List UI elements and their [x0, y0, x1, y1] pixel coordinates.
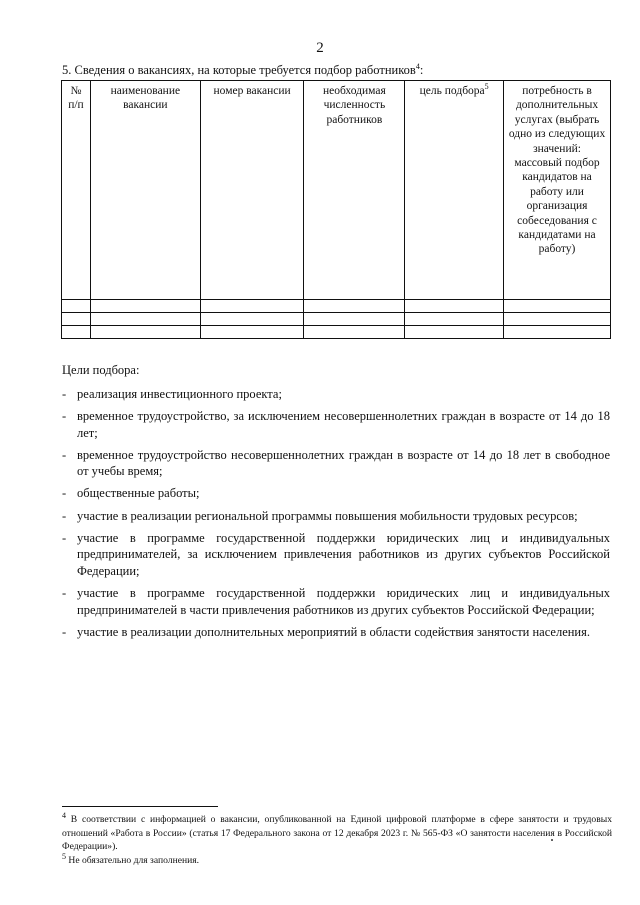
- section-title-text: 5. Сведения о вакансиях, на которые требуется подбор работников: [62, 63, 416, 77]
- list-item-text: временное трудоустройство, за исключением несовершеннолетних граждан в возрасте от 14 до 18 лет;: [77, 409, 610, 440]
- goals-list: [62, 386, 610, 646]
- footnote-4: [62, 810, 612, 854]
- col-header-required-count: необходимая численность работников: [304, 81, 405, 300]
- table-header-row: [62, 81, 611, 300]
- list-bullet: -: [62, 624, 67, 639]
- footnote-text: В соответствии с информацией о вакансии, опубликованной на Единой цифровой платформе в сфере занятости и трудовых отношений «Работа в России» (статья 17 Федерального закона от 12 декабря 2023 г. № 565-ФЗ «О занятости населения в Российской Федерации»).: [62, 814, 612, 852]
- footnote-text: Не обязательно для заполнения.: [66, 854, 200, 866]
- col-header-vacancy-number: номер вакансии: [200, 81, 304, 300]
- footnote-5: [62, 851, 612, 868]
- col-header-number: № п/п: [62, 81, 91, 300]
- scan-speck: [551, 839, 553, 841]
- goals-heading: Цели подбора:: [62, 363, 140, 377]
- vacancies-table: [61, 80, 611, 339]
- list-item-text: участие в программе государственной поддержки юридических лиц и индивидуальных предпринимателей в части привлечения работников из других субъектов Российской Федерации;: [77, 585, 610, 617]
- list-bullet: -: [62, 508, 67, 523]
- list-item: [62, 386, 610, 403]
- col-header-additional-services: потребность в дополнительных услугах (выбрать одно из следующих значений: массовый подбор кандидатов на работу или организация собеседования с кандидатами на работу): [504, 81, 611, 300]
- footnotes: [62, 810, 612, 867]
- list-item: [62, 508, 610, 525]
- table-row: [62, 313, 611, 326]
- list-item-text: реализация инвестиционного проекта;: [77, 387, 282, 401]
- section-title: 5. Сведения о вакансиях, на которые требуется подбор работников$^4$:: [62, 61, 424, 77]
- col-header-goal: [405, 81, 504, 300]
- footnote-mark: 4: [62, 810, 66, 820]
- list-item-text: участие в реализации региональной программы повышения мобильности трудовых ресурсов;: [77, 508, 578, 523]
- list-bullet: -: [62, 486, 67, 501]
- list-bullet: -: [62, 530, 67, 545]
- footnote-ref-5: 5: [484, 82, 489, 92]
- list-item: [62, 408, 610, 441]
- list-bullet: -: [62, 409, 67, 424]
- table-row: [62, 326, 611, 339]
- list-item: [62, 485, 610, 502]
- list-bullet: -: [62, 387, 67, 401]
- page-number: 2: [316, 40, 324, 56]
- table-row: [62, 300, 611, 313]
- col-header-vacancy-name: наименование вакансии: [90, 81, 200, 300]
- col-header-goal-text: цель подбора: [419, 85, 485, 97]
- list-bullet: -: [62, 447, 67, 462]
- list-item: [62, 585, 610, 618]
- footnote-ref-4: 4: [415, 61, 420, 71]
- list-item-text: участие в программе государственной поддержки юридических лиц и индивидуальных предпринимателей, за исключением привлечения работников из других субъектов Российской Федерации;: [77, 530, 610, 578]
- list-bullet: -: [62, 585, 67, 600]
- list-item: [62, 624, 610, 641]
- list-item-text: участие в реализации дополнительных мероприятий в области содействия занятости населения.: [77, 624, 591, 639]
- list-item-text: общественные работы;: [77, 486, 200, 501]
- footnote-mark: 5: [62, 851, 66, 861]
- list-item: [62, 530, 610, 580]
- list-item: [62, 447, 610, 480]
- footnote-separator: [62, 806, 218, 807]
- list-item-text: временное трудоустройство несовершеннолетних граждан в возрасте от 14 до 18 лет в свободное от учебы время;: [77, 447, 610, 479]
